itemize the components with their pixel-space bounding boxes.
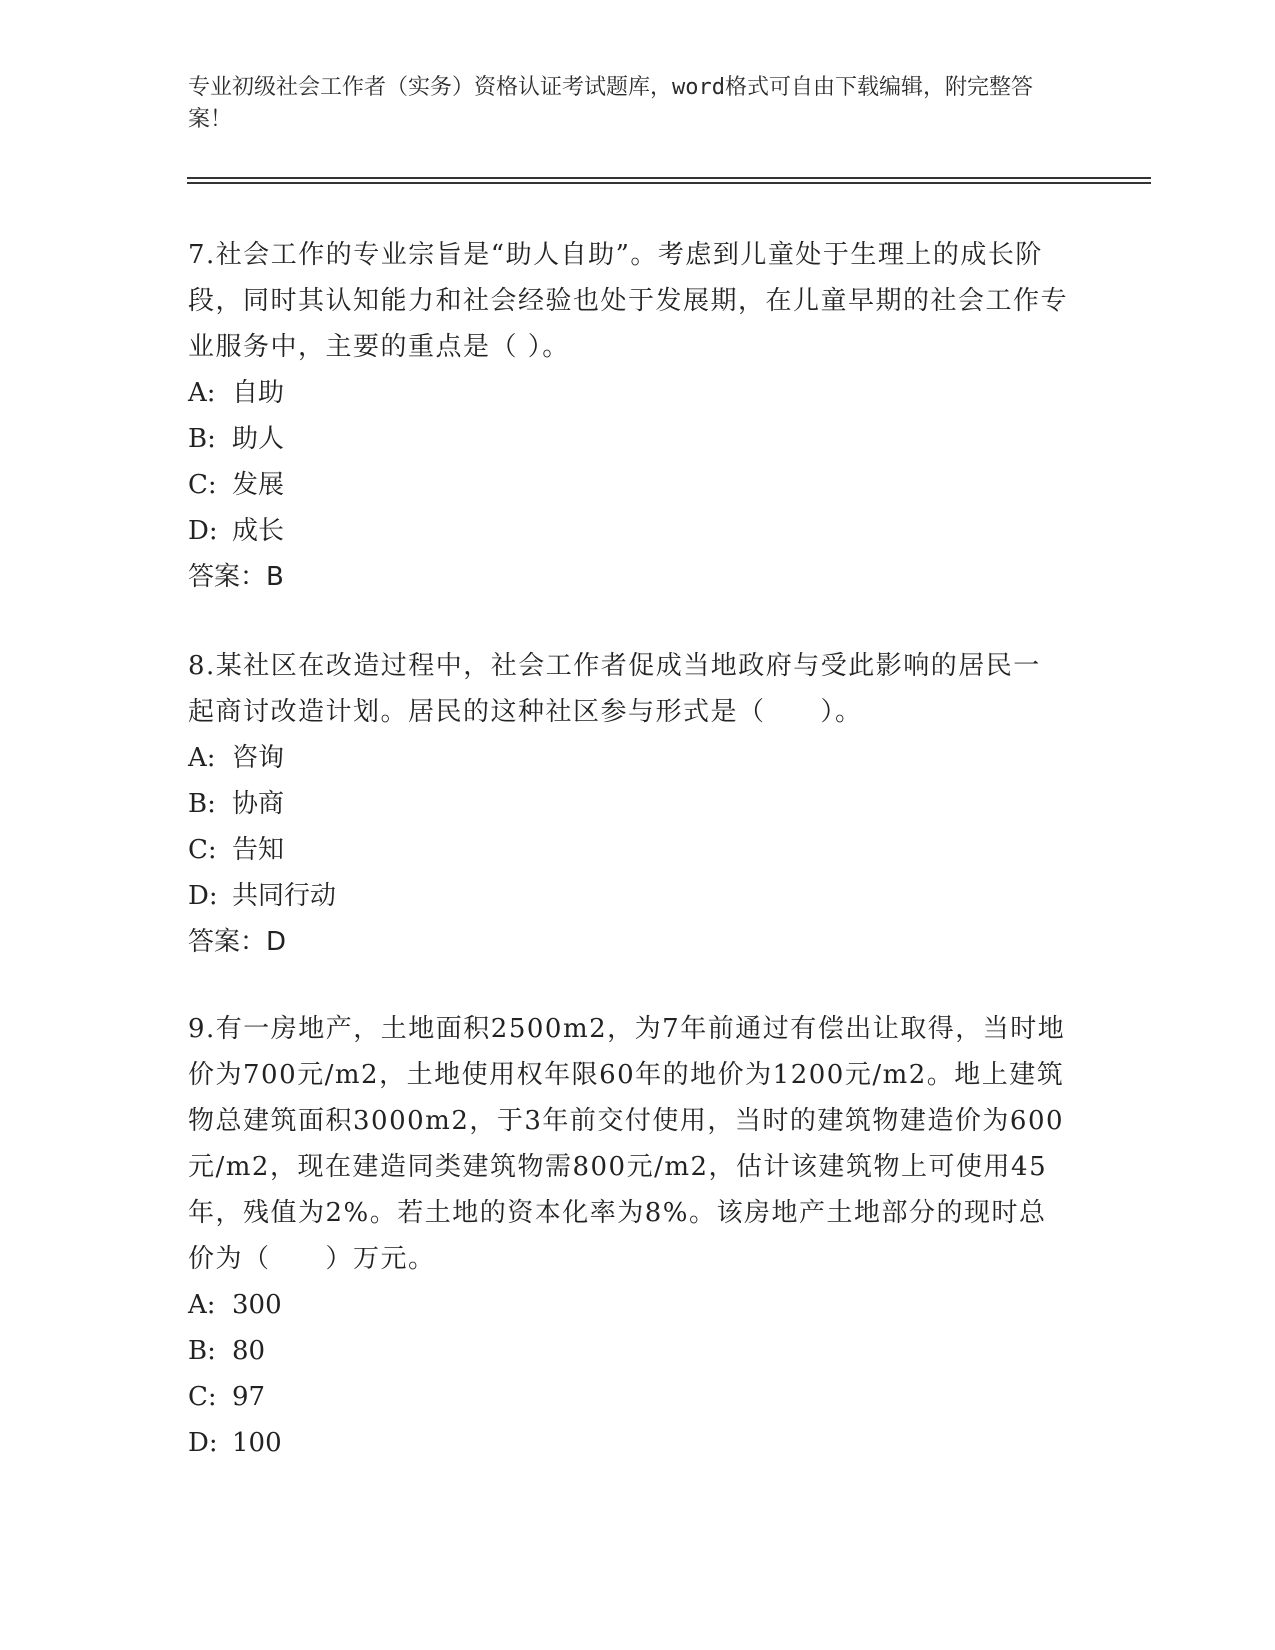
option-b — [188, 1328, 1068, 1374]
option-key: C: — [188, 470, 217, 500]
option-d — [188, 873, 1068, 919]
option-text: 告知 — [232, 835, 285, 865]
option-text: 80 — [232, 1336, 266, 1366]
option-c — [188, 827, 1068, 873]
option-key: D: — [188, 1428, 218, 1458]
question-stem: 7.社会工作的专业宗旨是“助人自助”。考虑到儿童处于生理上的成长阶段，同时其认知能力和社会经验也处于发展期，在儿童早期的社会工作专业服务中，主要的重点是（ ）。 — [188, 240, 1069, 362]
answer: 答案：B — [188, 562, 284, 592]
option-key: B: — [188, 424, 216, 454]
question-7 — [188, 232, 1068, 600]
option-text: 助人 — [232, 424, 285, 454]
answer: 答案：D — [188, 927, 287, 957]
option-key: A: — [188, 378, 216, 408]
option-key: C: — [188, 1382, 217, 1412]
page-header: 专业初级社会工作者（实务）资格认证考试题库，word格式可自由下载编辑，附完整答案！ — [188, 75, 1033, 132]
option-c — [188, 462, 1068, 508]
option-text: 97 — [232, 1382, 266, 1412]
header-rule-bottom — [187, 182, 1151, 184]
option-key: B: — [188, 789, 216, 819]
option-a — [188, 735, 1068, 781]
question-stem: 9.有一房地产，土地面积2500m2，为7年前通过有偿出让取得，当时地价为700元/m2，土地使用权年限60年的地价为1200元/m2。地上建筑物总建筑面积3000m2，于3年前交付使用，当时的建筑物建造价为600元/m2，现在建造同类建筑物需800元/m2，估计该建筑物上可使用45年，残值为2%。若土地的资本化率为8%。该房地产土地部分的现时总价为（ ）万元。 — [188, 1014, 1066, 1274]
question-stem: 8.某社区在改造过程中，社会工作者促成当地政府与受此影响的居民一起商讨改造计划。居民的这种社区参与形式是（ ）。 — [188, 651, 1041, 727]
option-d — [188, 1420, 1068, 1466]
option-text: 咨询 — [232, 743, 285, 773]
option-text: 自助 — [232, 378, 285, 408]
option-key: B: — [188, 1336, 216, 1366]
option-a — [188, 1282, 1068, 1328]
option-b — [188, 416, 1068, 462]
option-text: 100 — [232, 1428, 282, 1458]
header-rule-top — [187, 177, 1151, 179]
option-text: 发展 — [232, 470, 285, 500]
option-key: D: — [188, 516, 218, 546]
option-key: A: — [188, 1290, 216, 1320]
option-a — [188, 370, 1068, 416]
option-d — [188, 508, 1068, 554]
option-c — [188, 1374, 1068, 1420]
question-8 — [188, 643, 1068, 965]
option-b — [188, 781, 1068, 827]
option-text: 协商 — [232, 789, 285, 819]
option-text: 300 — [232, 1290, 282, 1320]
question-9 — [188, 1006, 1068, 1466]
option-key: D: — [188, 881, 218, 911]
option-key: A: — [188, 743, 216, 773]
option-key: C: — [188, 835, 217, 865]
option-text: 共同行动 — [232, 881, 337, 911]
option-text: 成长 — [232, 516, 285, 546]
